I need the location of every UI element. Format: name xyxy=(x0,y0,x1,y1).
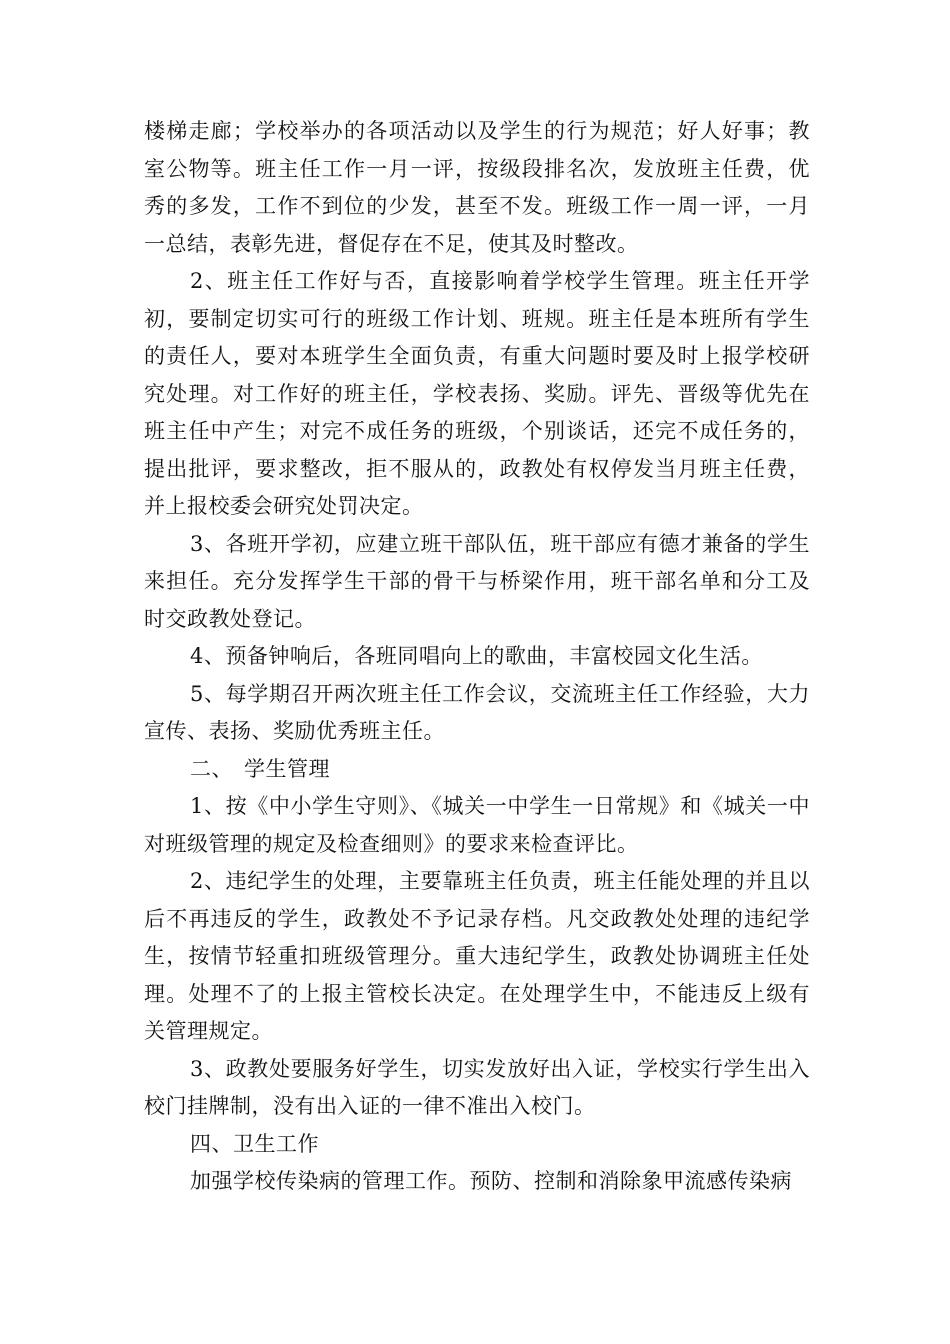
section-heading-student-management: 二、 学生管理 xyxy=(190,756,330,781)
document-body xyxy=(144,113,810,1201)
paragraph-student-item-1: 1、按《中小学生守则》、《城关一中学生一日常规》和《城关一中对班级管理的规定及检查细则》的要求来检查评比。 xyxy=(144,794,810,856)
paragraph-continuation: 楼梯走廊；学校举办的各项活动以及学生的行为规范；好人好事；教室公物等。班主任工作一月一评，按级段排名次，发放班主任费，优秀的多发，工作不到位的少发，甚至不发。班级工作一周一评，一月一总结，表彰先进，督促存在不足，使其及时整改。 xyxy=(144,119,810,256)
paragraph-item-4: 4、预备钟响后，各班同唱向上的歌曲，丰富校园文化生活。 xyxy=(190,644,763,668)
paragraph-item-3: 3、各班开学初，应建立班干部队伍，班干部应有德才兼备的学生来担任。充分发挥学生干部的骨干与桥梁作用，班干部名单和分工及时交政教处登记。 xyxy=(144,531,810,631)
paragraph-item-2: 2、班主任工作好与否，直接影响着学校学生管理。班主任开学初，要制定切实可行的班级工作计划、班规。班主任是本班所有学生的责任人，要对本班学生全面负责，有重大问题时要及时上报学校研究处理。对工作好的班主任，学校表扬、奖励。评先、晋级等优先在班主任中产生；对完不成任务的班级，个别谈话，还完不成任务的，提出批评，要求整改，拒不服从的，政教处有权停发当月班主任费，并上报校委会研究处罚决定。 xyxy=(144,269,810,518)
section-heading-hygiene: 四、卫生工作 xyxy=(190,1131,319,1156)
paragraph-student-item-2: 2、违纪学生的处理，主要靠班主任负责，班主任能处理的并且以后不再违反的学生，政教处不予记录存档。凡交政教处处理的违纪学生，按情节轻重扣班级管理分。重大违纪学生，政教处协调班主任处理。处理不了的上报主管校长决定。在处理学生中，不能违反上级有关管理规定。 xyxy=(144,869,810,1043)
paragraph-hygiene-intro: 加强学校传染病的管理工作。预防、控制和消除象甲流感传染病 xyxy=(190,1169,792,1193)
paragraph-item-5: 5、每学期召开两次班主任工作会议，交流班主任工作经验，大力宣传、表扬、奖励优秀班主任。 xyxy=(144,681,810,743)
paragraph-student-item-3: 3、政教处要服务好学生，切实发放好出入证，学校实行学生出入校门挂牌制，没有出入证的一律不准出入校门。 xyxy=(144,1056,810,1118)
